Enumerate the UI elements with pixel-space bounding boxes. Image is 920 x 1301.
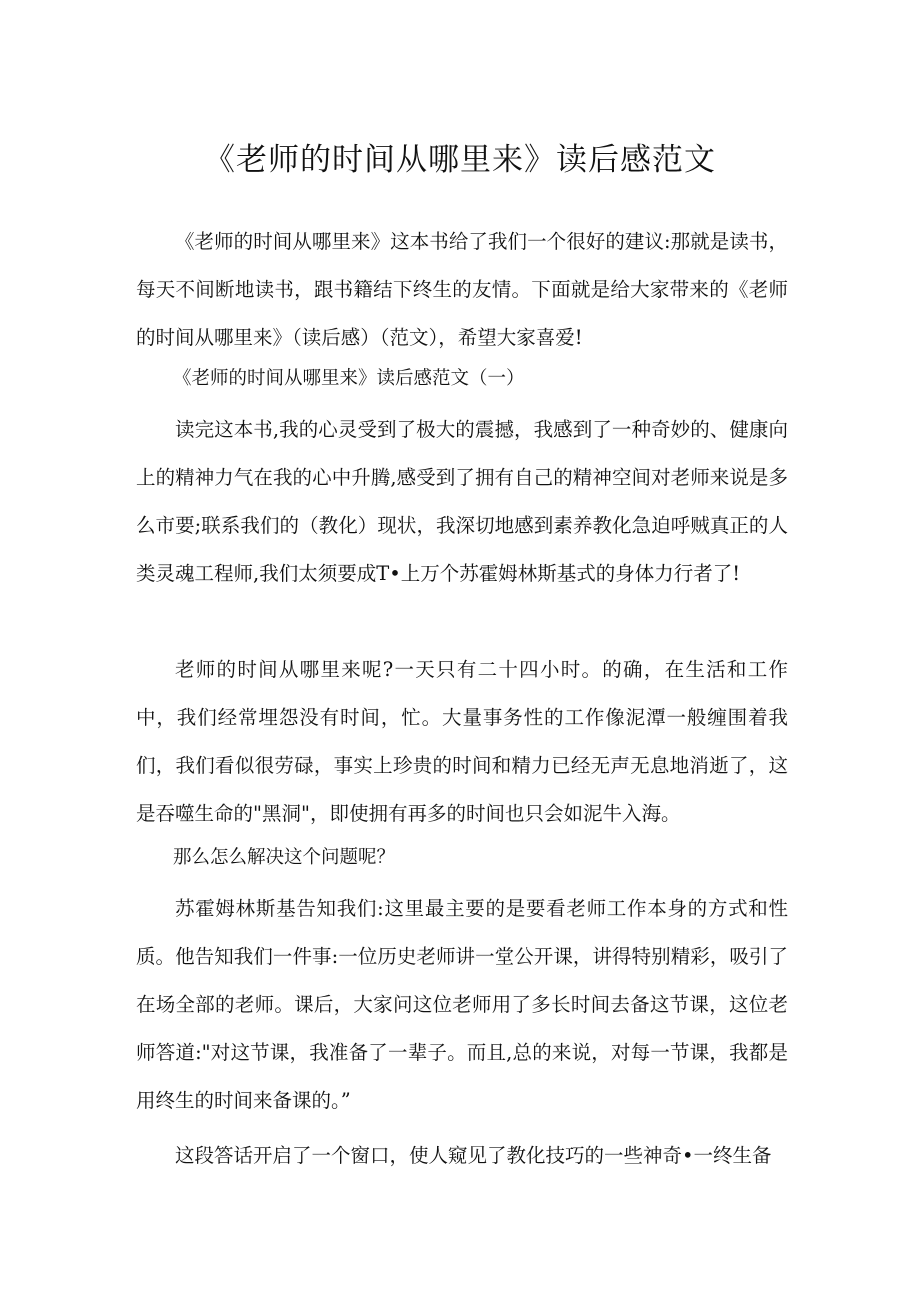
- body-paragraph-5: 这段答话开启了一个窗口，使人窥见了教化技巧的一些神奇•一终生备: [175, 1144, 772, 1167]
- body-paragraph-2: 老师的时间从哪里来呢?一天只有二十四小时。的确，在生活和工作中，我们经常埋怨没有时间，忙。大量事务性的工作像泥潭一般缠围着我们，我们看似很劳碌，事实上珍贵的时间和精力已经无声无息地消逝了，这是吞噬生命的"黑洞"，即使拥有再多的时间也只会如泥牛入海。: [136, 658, 788, 825]
- section-subheading: 《老师的时间从哪里来》读后感范文（一）: [173, 368, 525, 389]
- body-paragraph-3: 那么怎么解决这个问题呢？: [173, 847, 396, 868]
- document-title: 《老师的时间从哪里来》读后感范文: [204, 142, 716, 178]
- intro-paragraph: 《老师的时间从哪里来》这本书给了我们一个很好的建议:那就是读书，每天不间断地读书，跟书籍结下终生的友情。下面就是给大家带来的《老师的时间从哪里来》（读后感）（范文），希望大家喜爱!: [136, 230, 788, 349]
- body-paragraph-4: 苏霍姆林斯基告知我们:这里最主要的是要看老师工作本身的方式和性质。他告知我们一件事:一位历史老师讲一堂公开课，讲得特别精彩，吸引了在场全部的老师。课后，大家问这位老师用了多长时间去备这节课，这位老师答道:"对这节课，我准备了一辈子。而且,总的来说，对每一节课，我都是用终生的时间来备课的。”: [136, 897, 788, 1112]
- body-paragraph-1: 读完这本书,我的心灵受到了极大的震撼，我感到了一种奇妙的、健康向上的精神力气在我的心中升腾,感受到了拥有自己的精神空间对老师来说是多么市要;联系我们的（教化）现状，我深切地感到素养教化急迫呼贼真正的人类灵魂工程师,我们太须要成T•上万个苏霍姆林斯基式的身体力行者了!: [136, 418, 788, 585]
